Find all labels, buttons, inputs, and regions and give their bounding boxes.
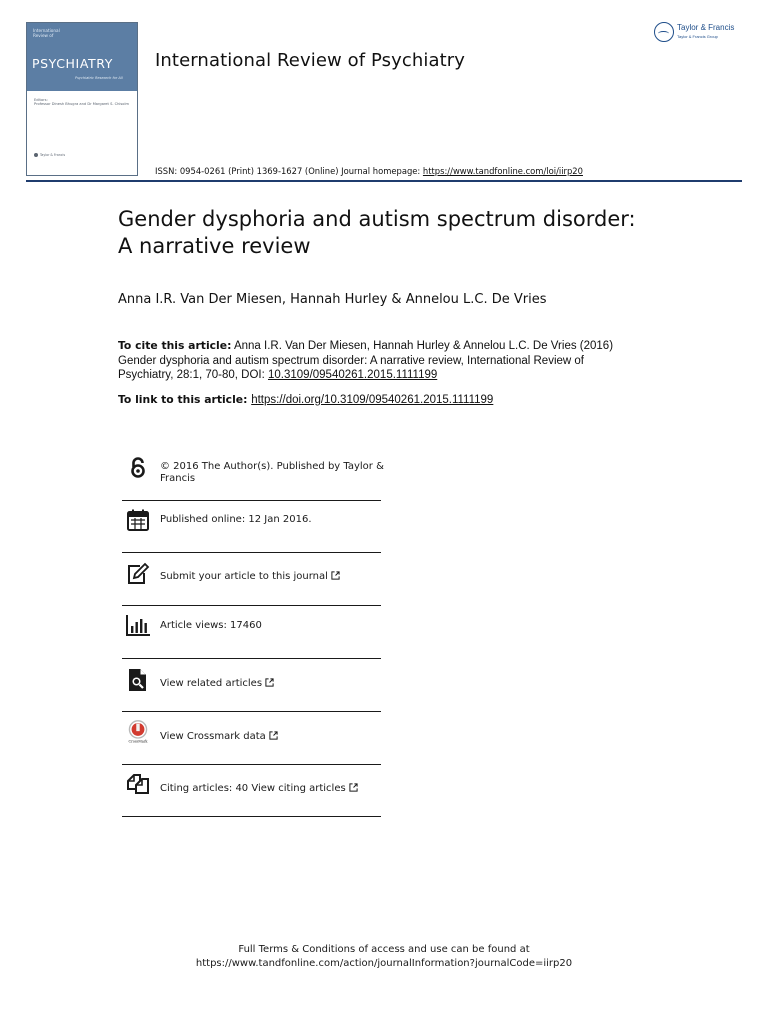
article-title — [118, 206, 718, 260]
publisher-logo-icon — [654, 22, 674, 42]
published-text: Published online: 12 Jan 2016. — [160, 514, 312, 525]
external-link-icon — [265, 678, 274, 687]
crossmark-text: View Crossmark data — [160, 731, 266, 742]
publisher-logo-group: Taylor & Francis Group — [677, 34, 718, 39]
search-document-icon — [126, 668, 150, 692]
cover-subtitle: Psychiatric Research for All — [75, 76, 123, 80]
calendar-icon — [126, 508, 150, 532]
cover-publisher-name: Taylor & Francis — [40, 153, 66, 157]
external-link-icon — [349, 783, 358, 792]
journal-cover — [26, 22, 138, 176]
bar-chart-icon — [126, 613, 150, 637]
citing-articles-icon — [126, 772, 150, 796]
copyright-row — [122, 448, 384, 501]
svg-text:CrossMark: CrossMark — [128, 739, 148, 744]
journal-homepage-link[interactable]: https://www.tandfonline.com/loi/iirp20 — [422, 166, 583, 176]
submit-text: Submit your article to this journal — [160, 571, 328, 582]
terms-footer-link[interactable]: https://www.tandfonline.com/action/journalInformation?journalCode=iirp20 — [195, 958, 573, 969]
article-title-line1: Gender dysphoria and autism spectrum disorder: — [118, 207, 636, 231]
article-title-line2: A narrative review — [118, 234, 311, 258]
terms-footer — [0, 943, 768, 971]
article-authors: Anna I.R. Van Der Miesen, Hannah Hurley & Annelou L.C. De Vries — [118, 292, 547, 307]
submit-row[interactable] — [122, 552, 381, 606]
open-access-icon — [126, 456, 150, 480]
related-link[interactable] — [160, 678, 385, 690]
issn-line — [155, 166, 583, 176]
cover-banner — [27, 23, 137, 91]
published-row — [122, 500, 381, 553]
article-link-label: To link to this article: — [118, 393, 252, 406]
citing-text: Citing articles: 40 View citing articles — [160, 783, 346, 794]
doi-link[interactable]: 10.3109/09540261.2015.1111199 — [268, 369, 438, 381]
related-row[interactable] — [122, 658, 381, 712]
cover-publisher-dot — [34, 153, 38, 157]
views-row — [122, 605, 381, 659]
publisher-logo-name: Taylor & Francis — [677, 23, 735, 32]
citing-link[interactable] — [160, 783, 385, 795]
issn-text: ISSN: 0954-0261 (Print) 1369-1627 (Online) Journal homepage: — [155, 166, 423, 176]
views-text: Article views: 17460 — [160, 620, 262, 631]
journal-title[interactable]: International Review of Psychiatry — [155, 50, 466, 71]
citation-block — [118, 339, 638, 383]
terms-footer-line1: Full Terms & Conditions of access and use can be found at — [238, 944, 530, 955]
crossmark-icon — [126, 720, 150, 744]
citing-row[interactable] — [122, 764, 381, 817]
cover-title: PSYCHIATRY — [32, 56, 113, 71]
external-link-icon — [331, 571, 340, 580]
publisher-logo-text — [677, 23, 734, 41]
cover-publisher — [34, 153, 65, 157]
crossmark-link[interactable] — [160, 731, 385, 743]
submit-link[interactable] — [160, 571, 385, 583]
external-link-icon — [269, 731, 278, 740]
crossmark-row[interactable] — [122, 711, 381, 765]
header-divider — [26, 180, 742, 182]
article-link-line — [118, 393, 493, 406]
citation-text: Anna I.R. Van Der Miesen, Hannah Hurley & Annelou L.C. De Vries (2016) Gender dysphoria and autism spectrum disorder: A narrative review, International Review of Psychiatry, 28:1, 70-80, DOI: — [118, 340, 614, 381]
related-text: View related articles — [160, 678, 263, 689]
citation-label: To cite this article: — [118, 339, 232, 352]
cover-editors: Editors: Professor Dinesh Bhugra and Dr Margaret S. Chisolm — [34, 98, 129, 107]
edit-icon — [126, 562, 150, 586]
copyright-text: © 2016 The Author(s). Published by Taylor & Francis — [160, 461, 384, 484]
cover-small-text: International Review of — [33, 28, 60, 38]
article-doi-url[interactable]: https://doi.org/10.3109/09540261.2015.1111199 — [251, 394, 494, 406]
publisher-logo[interactable] — [654, 22, 734, 42]
